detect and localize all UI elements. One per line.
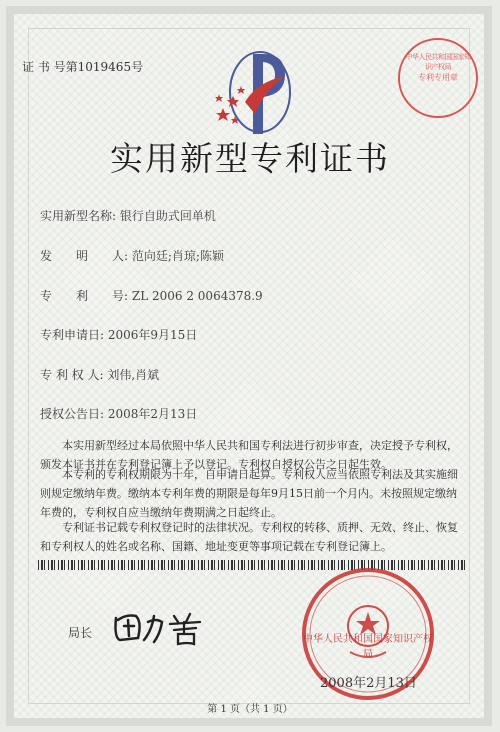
patentee-value: 刘伟,肖斌 bbox=[107, 368, 160, 382]
filing-date-label: 专利申请日: bbox=[40, 328, 105, 342]
issue-date: 2008年2月13日 bbox=[320, 676, 417, 691]
utility-model-name-label: 实用新型名称: bbox=[40, 209, 117, 223]
paragraph-legal-status: 专利证书记载专利权登记时的法律状况。专利权的转移、质押、无效、终止、恢复和专利权人的姓名或名称、国籍、地址变更等事项记载在专利登记簿上。 bbox=[40, 521, 458, 553]
grant-date-label: 授权公告日: bbox=[40, 407, 105, 421]
page-number: 第 1 页（共 1 页） bbox=[207, 704, 293, 715]
director-label: 局长 bbox=[68, 626, 93, 640]
patent-number-row bbox=[40, 287, 263, 304]
seal-center-text: 专利专用章 bbox=[418, 73, 458, 82]
grant-date-value: 2008年2月13日 bbox=[107, 407, 198, 421]
big-seal-text: 中华人民共和国国家知识产权局 bbox=[303, 634, 433, 660]
sipo-logo-icon bbox=[205, 42, 305, 142]
director-signature bbox=[112, 608, 212, 648]
patent-number-value: ZL 2006 2 0064378.9 bbox=[131, 289, 263, 303]
paragraph-grant-statement: 本实用新型经过本局依照中华人民共和国专利法进行初步审查，决定授予专利权，颁发本证书并在专利登记簿上予以登记。专利权自授权公告之日起生效。 bbox=[40, 439, 458, 471]
filing-date-row bbox=[40, 326, 197, 343]
grant-date-row bbox=[40, 405, 197, 422]
patentee-label: 专 利 权 人: bbox=[40, 368, 104, 382]
patent-number-label: 专 利 号: bbox=[40, 289, 129, 303]
paragraph-term-statement: 本专利的专利权期限为十年，自申请日起算。专利权人应当依照专利法及其实施细则规定缴纳年费。缴纳本专利年费的期限是每年9月15日前一个月内。未按照规定缴纳年费的，专利权自应当缴纳年费期满之日起终止。 bbox=[40, 468, 458, 519]
filing-date-value: 2006年9月15日 bbox=[107, 328, 198, 342]
certificate-number: 证 书 号第1019465号 bbox=[22, 60, 144, 74]
inventor-value: 范向廷;肖琼;陈颖 bbox=[131, 249, 224, 263]
utility-model-name-row bbox=[40, 207, 216, 224]
inventor-row bbox=[40, 247, 224, 264]
patentee-row bbox=[40, 366, 159, 383]
utility-model-name-value: 银行自助式回单机 bbox=[119, 209, 216, 223]
certificate-title: 实用新型专利证书 bbox=[110, 139, 390, 178]
patent-seal-stamp bbox=[398, 38, 478, 118]
seal-ring-text: 中华人民共和国国家知识产权局 bbox=[405, 53, 471, 71]
inventor-label: 发 明 人: bbox=[40, 249, 129, 263]
